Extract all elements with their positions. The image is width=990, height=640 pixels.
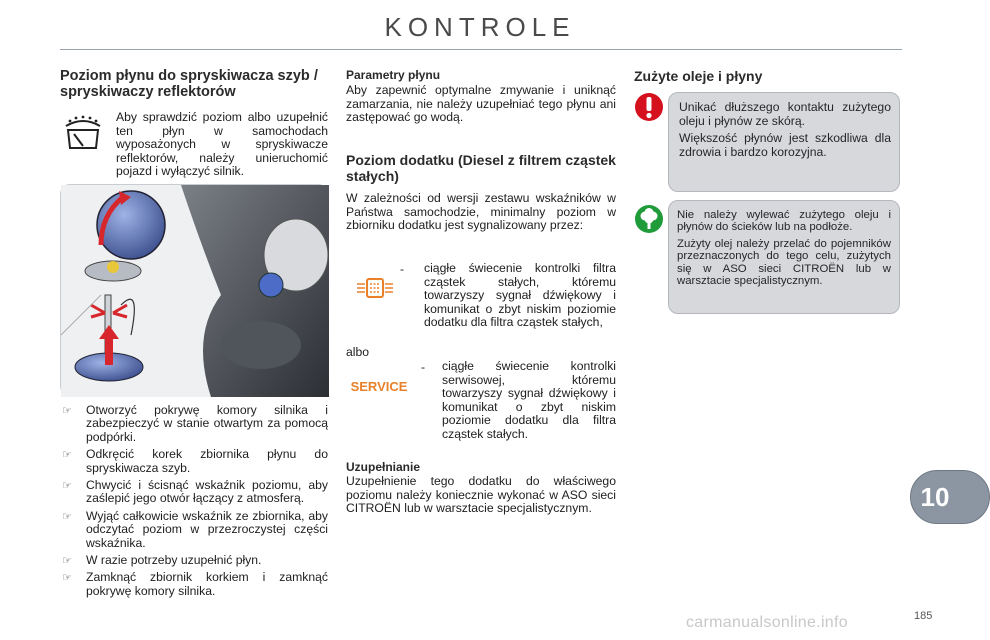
list-item: ☞ Zamknąć zbiornik korkiem i zamknąć pokrywę komory silnika. xyxy=(62,570,328,598)
params-text: Aby zapewnić optymalne zmywanie i uniknąć zamarzania, nie należy uzupełniać tego płynu ani zastępować go wodą. xyxy=(346,83,616,125)
list-dash: - xyxy=(421,360,426,374)
warning-text: Unikać dłuższego kontaktu zużytego oleju i płynów ze skórą. xyxy=(679,100,891,128)
oils-heading: Zużyte oleje i płyny xyxy=(634,68,763,84)
hand-pointer-icon: ☞ xyxy=(62,480,72,493)
list-item: ☞ Chwycić i ścisnąć wskaźnik poziomu, aby zaślepić jego otwór łączący z atmosferą. xyxy=(62,478,328,506)
eco-text: Zużyty olej należy przelać do pojemników przeznaczonych do tego celu, zużytych się w ASO sieci CITROËN lub w warsztacie specjalistycznym. xyxy=(677,237,891,288)
hand-pointer-icon: ☞ xyxy=(62,555,72,568)
watermark: carmanualsonline.info xyxy=(686,614,848,631)
washer-fluid-icon xyxy=(62,112,104,154)
refill-heading: Uzupełnianie xyxy=(346,460,421,474)
list-item: ☞ Otworzyć pokrywę komory silnika i zabezpieczyć w stanie otwartym za pomocą podpórki. xyxy=(62,403,328,444)
exclamation-icon xyxy=(634,92,664,122)
page-title: KONTROLE xyxy=(384,12,576,42)
hand-pointer-icon: ☞ xyxy=(62,572,72,585)
hand-pointer-icon: ☞ xyxy=(62,449,72,462)
particle-filter-warning-icon xyxy=(355,276,395,300)
hand-pointer-icon: ☞ xyxy=(62,510,72,523)
service-warning-icon xyxy=(350,378,408,394)
engine-bay-photo xyxy=(60,184,328,396)
list-item: ☞ Odkręcić korek zbiornika płynu do spryskiwacza szyb. xyxy=(62,447,328,475)
params-heading: Parametry płynu xyxy=(346,68,441,82)
refill-text: Uzupełnienie tego dodatku do właściwego poziomu należy koniecznie wykonać w ASO sieci CITROËN lub w warsztacie specjalistycznym. xyxy=(346,474,616,516)
additive-item-service: ciągłe świecenie kontrolki serwisowej, któremu towarzyszy sygnał dźwiękowy i komunikat o zbyt niskim poziomie dodatku dla filtra cząstek stałych. xyxy=(442,359,616,441)
eco-box xyxy=(668,200,900,314)
or-text: albo xyxy=(346,345,370,359)
tree-icon xyxy=(634,204,664,234)
chapter-number: 10 xyxy=(920,482,950,512)
list-dash: - xyxy=(400,262,405,276)
warning-box xyxy=(668,92,900,192)
washer-steps-list xyxy=(60,404,328,602)
title-divider xyxy=(60,49,902,50)
list-item: ☞ Wyjąć całkowicie wskaźnik ze zbiornika, aby odczytać poziom w przezroczystej części wskaźnika. xyxy=(62,508,328,550)
eco-text: Nie należy wylewać zużytego oleju i płynów do ścieków lub na podłoże. xyxy=(677,209,891,234)
warning-text: Większość płynów jest szkodliwa dla zdrowia i bardzo korozyjna. xyxy=(679,131,891,159)
svg-text:SERVICE: SERVICE xyxy=(350,379,408,394)
washer-intro: Aby sprawdzić poziom albo uzupełnić ten płyn w samochodach wyposażonych w spryskiwacze reflektorów, należy unieruchomić pojazd i wyłączyć silnik. xyxy=(116,110,328,179)
hand-pointer-icon: ☞ xyxy=(62,405,72,417)
list-item: ☞ W razie potrzeby uzupełnić płyn. xyxy=(62,553,262,568)
page-number: 185 xyxy=(914,610,933,622)
additive-item-dpf: ciągłe świecenie kontrolki filtra cząstek stałych, któremu towarzyszy sygnał dźwiękowy i komunikat o zbyt niskim poziomie dodatku dla filtra cząstek stałych, xyxy=(424,261,616,330)
washer-heading: Poziom płynu do spryskiwacza szyb / spryskiwaczy reflektorów xyxy=(60,68,318,100)
additive-heading: Poziom dodatku (Diesel z filtrem cząstek stałych) xyxy=(346,152,616,184)
additive-intro: W zależności od wersji zestawu wskaźników w Państwa samochodzie, minimalny poziom w zbiorniku dodatku jest sygnalizowany przez: xyxy=(346,191,616,233)
